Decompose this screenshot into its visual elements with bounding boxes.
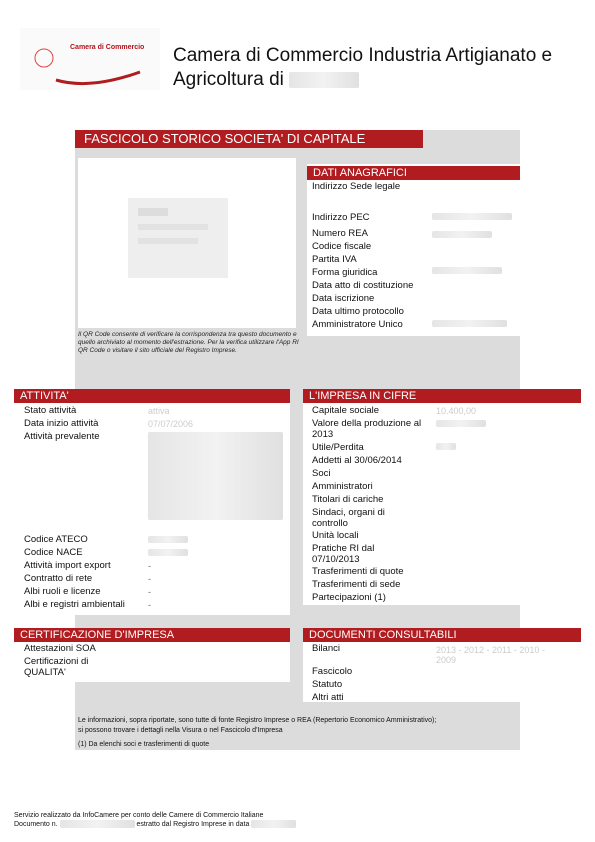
label-prevalente: Attività prevalente	[24, 431, 100, 442]
redacted-doc-number	[60, 820, 135, 828]
redacted-value	[432, 231, 492, 238]
label-protocollo: Data ultimo protocollo	[312, 306, 404, 317]
label-sindaci: Sindaci, organi di controllo	[312, 507, 385, 529]
value-contratto-rete: -	[148, 574, 151, 584]
label-titolari: Titolari di cariche	[312, 494, 384, 505]
label-iva: Partita IVA	[312, 254, 357, 265]
label-trasf-quote: Trasferimenti di quote	[312, 566, 404, 577]
label-contratto-rete: Contratto di rete	[24, 573, 93, 584]
redacted-value	[432, 320, 507, 327]
label-amministratori: Amministratori	[312, 481, 373, 492]
label-bilanci: Bilanci	[312, 643, 340, 654]
dati-anagrafici-title: DATI ANAGRAFICI	[307, 166, 520, 180]
logo-icon	[20, 28, 160, 90]
title-line-1: Camera di Commercio Industria Artigianato e	[173, 45, 553, 66]
section-title: FASCICOLO STORICO SOCIETA' DI CAPITALE	[75, 130, 423, 148]
label-sede: Indirizzo Sede legale	[312, 181, 401, 192]
label-stato: Stato attività	[24, 405, 77, 416]
label-nace: Codice NACE	[24, 547, 83, 558]
source-note-line-2: si possono trovare i dettagli nella Visura o nel Fascicolo d'Impresa	[78, 727, 283, 734]
doc-middle: estratto dal Registro Imprese in data	[136, 821, 250, 828]
label-forma: Forma giuridica	[312, 267, 378, 278]
label-soa: Attestazioni SOA	[24, 643, 96, 654]
redacted-value	[436, 420, 486, 427]
label-albi-ambientali: Albi e registri ambientali	[24, 599, 125, 610]
redacted-province	[289, 72, 359, 88]
qr-note: Il QR Code consente di verificare la corrispondenza tra questo documento e quello archiviato al momento dell'estrazione. Per la verifica utilizzare l'App RI QR Code o visitare il sito ufficiale del Registro Imprese.	[78, 331, 299, 354]
value-capitale: 10.400,00	[436, 406, 477, 416]
label-fascicolo: Fascicolo	[312, 666, 353, 677]
label-altri-atti: Altri atti	[312, 692, 344, 703]
source-note-line-1: Le informazioni, sopra riportate, sono tutte di fonte Registro Imprese o REA (Repertorio Economico Amministrativo);	[78, 717, 437, 724]
title-line-2: Agricoltura di	[173, 69, 284, 90]
label-pec: Indirizzo PEC	[312, 212, 370, 223]
label-unita-locali: Unità locali	[312, 530, 359, 541]
label-qualita: Certificazioni di QUALITA'	[24, 656, 89, 678]
label-pratiche: Pratiche RI dal 07/10/2013	[312, 543, 375, 565]
label-import-export: Attività import export	[24, 560, 111, 571]
label-costituzione: Data atto di costituzione	[312, 280, 414, 291]
redacted-value	[148, 549, 188, 556]
redacted-activity-description	[148, 432, 283, 520]
label-addetti: Addetti al 30/06/2014	[312, 455, 402, 466]
value-albi-ambientali: -	[148, 600, 151, 610]
label-rea: Numero REA	[312, 228, 368, 239]
value-stato: attiva	[148, 406, 170, 416]
label-amministratore: Amministratore Unico	[312, 319, 403, 330]
value-bilanci: 2013 - 2012 - 2011 - 2010 - 2009	[436, 645, 545, 665]
documenti-title: DOCUMENTI CONSULTABILI	[303, 628, 581, 642]
label-trasf-sede: Trasferimenti di sede	[312, 579, 401, 590]
label-soci: Soci	[312, 468, 331, 479]
qr-code	[78, 158, 296, 328]
label-ateco: Codice ATECO	[24, 534, 88, 545]
label-partecipazioni: Partecipazioni (1)	[312, 592, 386, 603]
label-capitale: Capitale sociale	[312, 405, 380, 416]
label-produzione: Valore della produzione al 2013	[312, 418, 422, 440]
label-inizio: Data inizio attività	[24, 418, 99, 429]
label-albi-ruoli: Albi ruoli e licenze	[24, 586, 101, 597]
label-cf: Codice fiscale	[312, 241, 372, 252]
redacted-value	[432, 267, 502, 274]
footnote: (1) Da elenchi soci e trasferimenti di quote	[78, 741, 210, 748]
label-iscrizione: Data iscrizione	[312, 293, 375, 304]
redacted-value	[148, 536, 188, 543]
page-title	[173, 44, 583, 92]
redacted-value	[436, 443, 456, 450]
page-footer	[14, 811, 296, 829]
redacted-value	[432, 213, 512, 220]
attivita-title: ATTIVITA'	[14, 389, 290, 403]
source-note	[78, 716, 518, 750]
impresa-cifre-title: L'IMPRESA IN CIFRE	[303, 389, 581, 403]
label-utile: Utile/Perdita	[312, 442, 364, 453]
value-inizio: 07/07/2006	[148, 419, 194, 429]
service-note: Servizio realizzato da InfoCamere per conto delle Camere di Commercio Italiane	[14, 812, 264, 819]
chamber-logo	[20, 28, 160, 90]
value-albi-ruoli: -	[148, 587, 151, 597]
value-import-export: -	[148, 561, 151, 571]
label-statuto: Statuto	[312, 679, 343, 690]
logo-text: Camera di Commercio	[70, 44, 145, 51]
doc-prefix: Documento n.	[14, 821, 58, 828]
certificazione-title: CERTIFICAZIONE D'IMPRESA	[14, 628, 290, 642]
redacted-date	[251, 820, 296, 828]
